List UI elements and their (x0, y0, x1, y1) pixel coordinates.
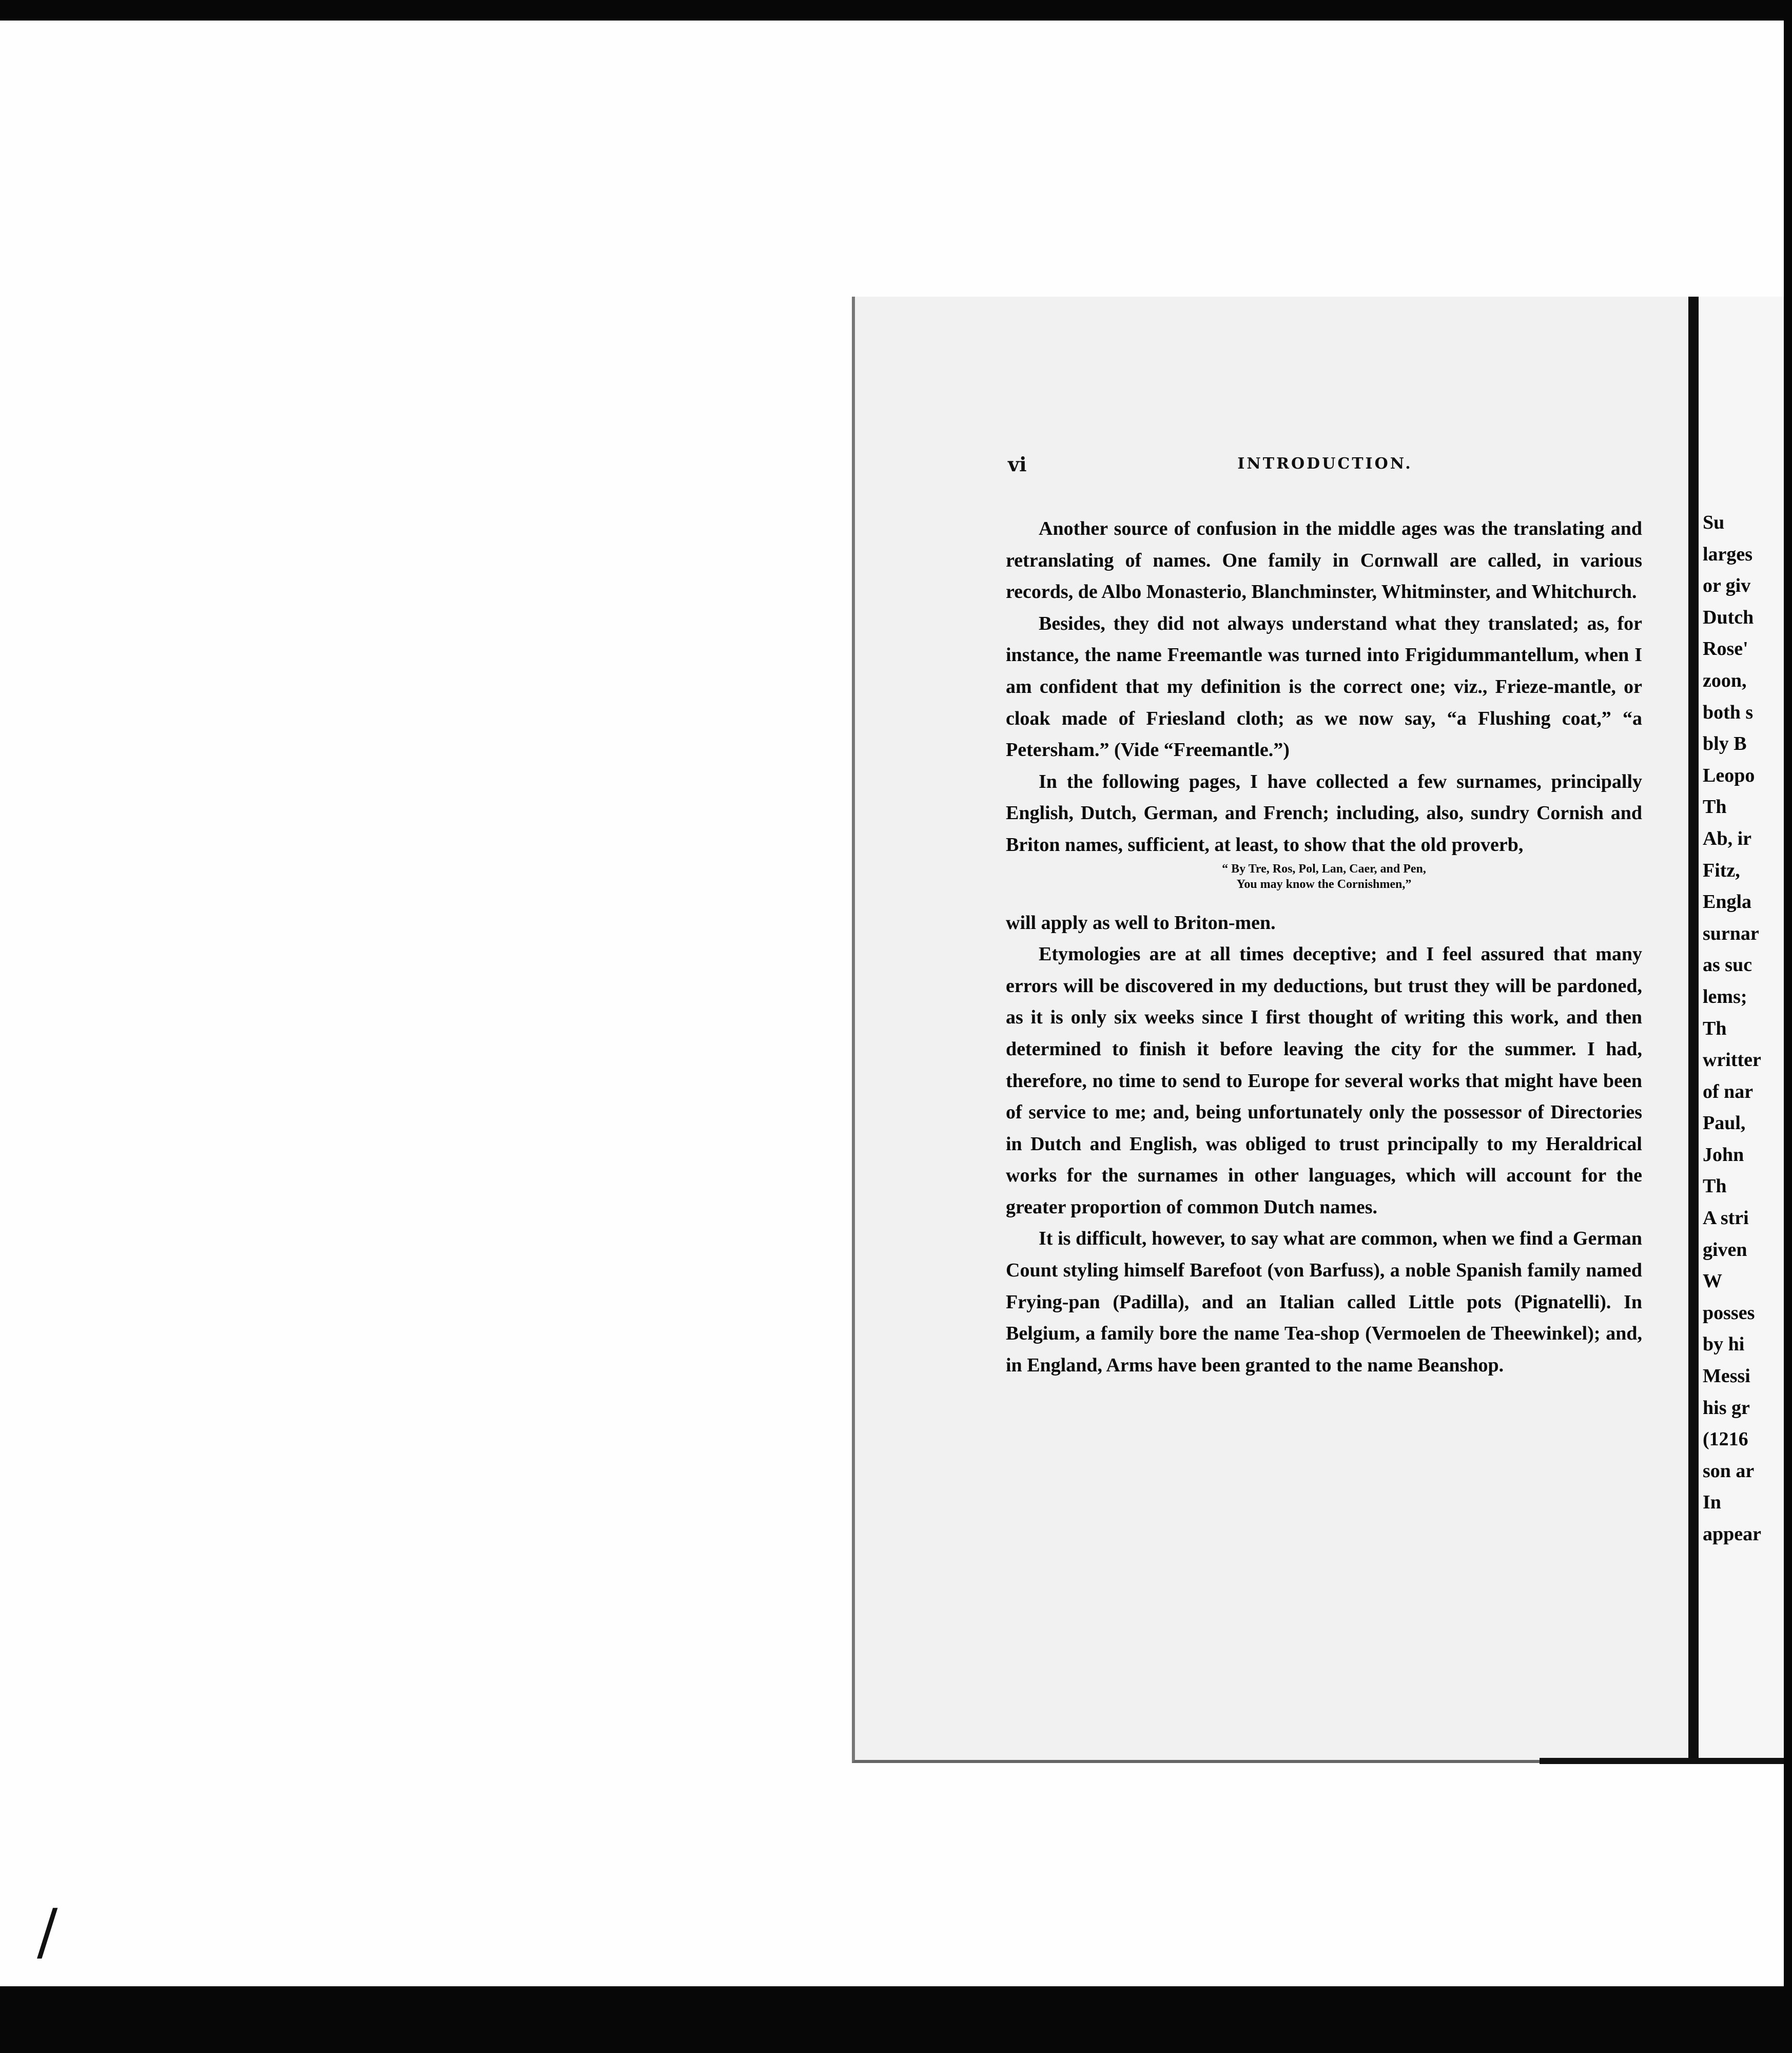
scan-margin-mark: / (37, 1896, 58, 1968)
paragraph: It is difficult, however, to say what are common, when we find a German Count styling himself Barefoot (von Barfuss), a noble Spanish family named Frying-pan (Padilla), and an Italian called Little pots (Pignatelli). In Belgium, a family bore the name Tea-shop (Vermoelen de Theewinkel); and, in England, Arms have been granted to the name Beanshop. (1006, 1228, 1642, 1376)
facing-line-fragment: surnar (1703, 922, 1759, 944)
running-head: INTRODUCTION. (1237, 455, 1413, 473)
facing-line-fragment: son ar (1703, 1460, 1755, 1482)
verse-quotation (1006, 861, 1642, 892)
facing-line-fragment: zoon, (1703, 669, 1747, 691)
facing-line-fragment: Ab, ir (1703, 827, 1751, 849)
page-header (1008, 453, 1642, 480)
facing-line-fragment: by hi (1703, 1333, 1745, 1355)
facing-line-fragment: lems; (1703, 985, 1747, 1008)
facing-line-fragment: as suc (1703, 954, 1752, 976)
facing-line-fragment: writter (1703, 1049, 1761, 1071)
page-shadow-rule (1540, 1758, 1784, 1764)
facing-line-fragment: Th (1703, 1017, 1727, 1039)
verse-line: “ By Tre, Ros, Pol, Lan, Caer, and Pen, (1222, 862, 1426, 876)
facing-line-fragment: A stri (1703, 1207, 1749, 1229)
verse-line: You may know the Cornishmen,” (1236, 877, 1412, 891)
facing-line-fragment: both s (1703, 701, 1754, 723)
facing-line-fragment: Rose' (1703, 638, 1748, 660)
facing-line-fragment: posses (1703, 1302, 1755, 1324)
facing-line-fragment: bly B (1703, 733, 1747, 755)
facing-line-fragment: given (1703, 1238, 1747, 1261)
facing-page-text (1703, 507, 1761, 1551)
facing-line-fragment: appear (1703, 1523, 1761, 1545)
facing-line-fragment: or giv (1703, 575, 1751, 597)
facing-line-fragment: Paul, (1703, 1112, 1746, 1134)
facing-line-fragment: Th (1703, 796, 1727, 818)
facing-line-fragment: In (1703, 1492, 1721, 1514)
facing-line-fragment: larges (1703, 543, 1753, 565)
facing-line-fragment: (1216 (1703, 1428, 1748, 1450)
facing-line-fragment: W (1703, 1270, 1722, 1292)
page-number: vi (1008, 453, 1027, 476)
book-gutter (1688, 297, 1699, 1763)
paragraph: will apply as well to Briton-men. (1006, 912, 1276, 934)
facing-line-fragment: his gr (1703, 1397, 1750, 1419)
page-body (1006, 513, 1642, 1381)
facing-line-fragment: Leopo (1703, 764, 1755, 786)
facing-line-fragment: Th (1703, 1175, 1727, 1197)
scan-border-bottom (0, 1986, 1792, 2053)
facing-line-fragment: Fitz, (1703, 859, 1740, 881)
paragraph: Besides, they did not always understand what they translated; as, for instance, the name Freemantle was turned into Frigidummantellum, when I am confident that my definition is the correct one; viz., Frieze-mantle, or cloak made of Friesland cloth; as we now say, “a Flushing coat,” “a Petersham.” (Vide “Freemantle.”) (1006, 612, 1642, 761)
scan-border-right (1784, 0, 1792, 2053)
scan-border-top (0, 0, 1792, 21)
facing-line-fragment: Dutch (1703, 606, 1754, 628)
paragraph: Another source of confusion in the middle ages was the translating and retranslating of names. One family in Cornwall are called, in various records, de Albo Monasterio, Blanchminster, Whitminster, and Whitchurch. (1006, 518, 1642, 603)
facing-line-fragment: John (1703, 1144, 1744, 1166)
facing-line-fragment: Engla (1703, 891, 1752, 913)
paragraph: In the following pages, I have collected a few surnames, principally English, Dutch, German, and French; including, also, sundry Cornish and Briton names, sufficient, at least, to show that the old proverb, (1006, 770, 1642, 856)
facing-line-fragment: Messi (1703, 1365, 1750, 1387)
facing-line-fragment: Su (1703, 512, 1725, 533)
paragraph: Etymologies are at all times deceptive; and I feel assured that many errors will be discovered in my deductions, but trust they will be pardoned, as it is only six weeks since I first thought of writing this work, and then determined to finish it before leaving the city for the summer. I had, therefore, no time to send to Europe for several works that might have been of service to me; and, being unfortunately only the possessor of Directories in Dutch and English, was obliged to trust principally to my Heraldrical works for the surnames in other languages, which will account for the greater proportion of common Dutch names. (1006, 943, 1642, 1218)
facing-line-fragment: of nar (1703, 1080, 1754, 1102)
